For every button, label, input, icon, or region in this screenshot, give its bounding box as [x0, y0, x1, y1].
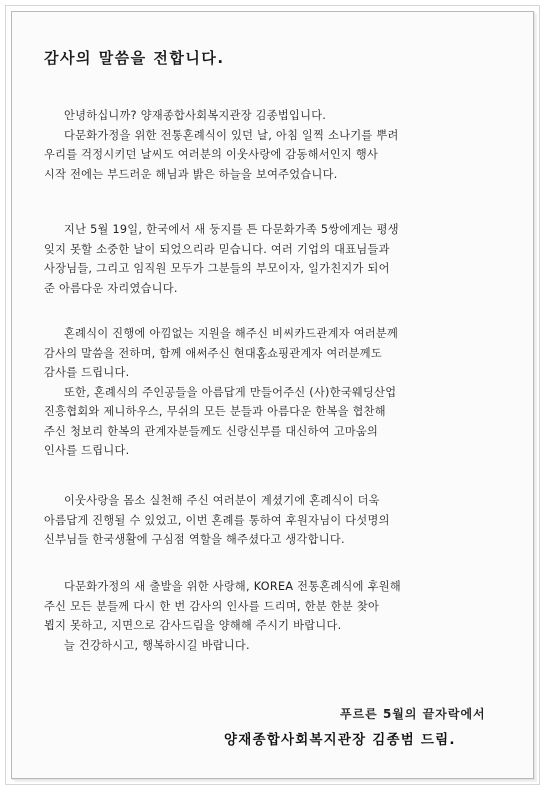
closing-line: 푸르른 5월의 끝자락에서 — [340, 707, 486, 721]
text-line: 인사를 드립니다. — [44, 444, 130, 457]
text-line: 또한, 혼례식의 주인공들을 아름답게 만들어주신 (사)한국웨딩산업 — [64, 385, 397, 399]
text-line: 아름답게 진행될 수 있었고, 이번 혼례를 통하여 후원자님이 다섯명의 — [44, 513, 390, 527]
text-line: 사장님들, 그리고 임직원 모두가 그분들의 부모이자, 일가친지가 되어 — [44, 262, 390, 275]
text-line: 이웃사랑을 몸소 실천해 주신 여러분이 계셨기에 혼례식이 더욱 — [64, 494, 380, 507]
letter-title: 감사의 말씀을 전합니다. — [44, 49, 225, 67]
signature: 양재종합사회복지관장 김종범 드림. — [224, 732, 456, 748]
text-line: 주신 모든 분들께 다시 한 번 감사의 인사를 드리며, 한분 한분 찾아 — [44, 599, 380, 613]
text-line: 혼례식이 진행에 아낌없는 지원을 해주신 비씨카드관계자 여러분께 — [64, 327, 399, 340]
paragraph-wedding-day — [44, 220, 509, 298]
text-line: 주신 청보리 한복의 관계자분들께도 신랑신부를 대신하여 고마움의 — [44, 424, 379, 438]
text-line: 다문화가정의 새 출발을 위한 사랑해, KOREA 전통혼례식에 후원해 — [64, 580, 401, 593]
paragraph-neighbors — [44, 491, 509, 550]
text-line: 준 아름다운 자리였습니다. — [44, 281, 178, 295]
text-line: 우리를 걱정시키던 날씨도 여러분의 이웃사랑에 감동해서인지 행사 — [44, 148, 379, 161]
text-line: 시작 전에는 부드러운 해님과 밝은 하늘을 보여주었습니다. — [44, 167, 338, 181]
text-line: 다문화가정을 위한 전통혼례식이 있던 날, 아침 일찍 소나기를 뿌려 — [64, 128, 399, 142]
text-line: 뵙지 못하고, 지면으로 감사드림을 양해해 주시기 바랍니다. — [44, 619, 342, 632]
text-line: 늘 건강하시고, 행복하시길 바랍니다. — [64, 638, 250, 652]
text-line: 감사를 드립니다. — [44, 366, 130, 379]
text-line: 진흥협회와 제니하우스, 무쉬의 모든 분들과 아름다운 한복을 협찬해 — [44, 405, 386, 418]
text-line: 안녕하십니까? 양재종합사회복지관장 김종법입니다. — [64, 109, 327, 122]
paragraph-closing-thanks — [44, 577, 509, 655]
paragraph-greeting — [44, 106, 509, 184]
text-line: 감사의 말씀을 전하며, 함께 애써주신 현대홈쇼핑관계자 여러분께도 — [44, 346, 382, 360]
paragraph-sponsors — [44, 324, 509, 461]
text-line: 지난 5월 19일, 한국에서 새 둥지를 튼 다문화가족 5쌍에게는 평생 — [64, 223, 399, 236]
text-line: 잊지 못할 소중한 날이 되었으리라 믿습니다. 여러 기업의 대표님들과 — [44, 242, 390, 256]
text-line: 신부님들 한국생활에 구심점 역할을 해주셨다고 생각합니다. — [44, 533, 345, 546]
